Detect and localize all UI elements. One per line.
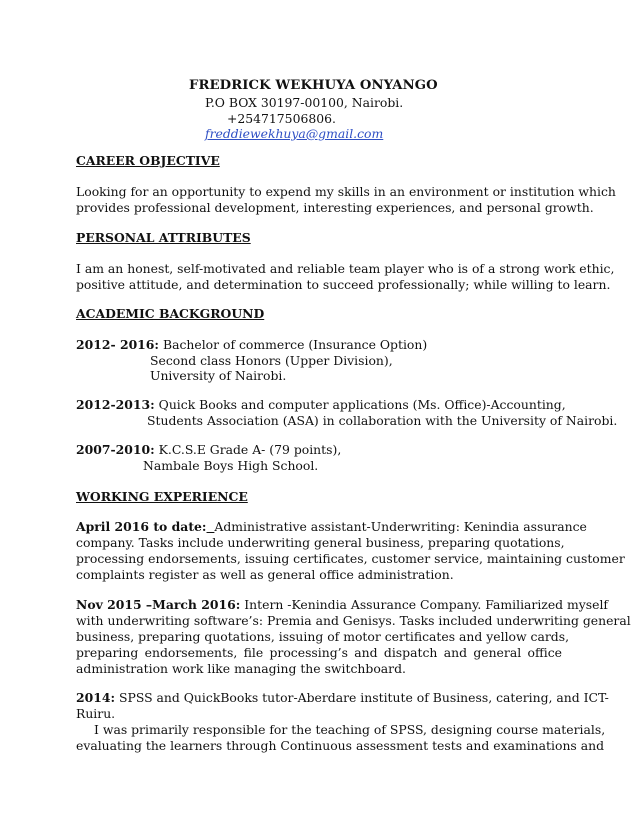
job-detail: administration work like managing the switchboard. xyxy=(76,661,406,676)
job-detail: preparing endorsements, file processing’s and dispatch and general office xyxy=(76,645,562,660)
job-period: 2014: xyxy=(76,690,116,705)
resume-name: FREDRICK WEKHUYA ONYANGO xyxy=(189,78,438,93)
job-period: Nov 2015 –March 2016: xyxy=(76,597,241,612)
personal-attributes-line: positive attitude, and determination to succeed professionally; while willing to learn. xyxy=(76,277,611,292)
job-entry-1 xyxy=(76,519,587,535)
job-detail: I was primarily responsible for the teaching of SPSS, designing course materials, xyxy=(94,722,606,737)
career-objective-heading: CAREER OBJECTIVE xyxy=(76,153,220,168)
academic-period: 2007-2010: xyxy=(76,442,155,457)
working-experience-heading: WORKING EXPERIENCE xyxy=(76,489,248,504)
academic-entry-2 xyxy=(76,397,566,413)
academic-detail: Second class Honors (Upper Division), xyxy=(150,353,393,368)
email-link[interactable]: freddiewekhuya@gmail.com xyxy=(205,126,384,141)
job-entry-3 xyxy=(76,690,609,706)
job-detail: complaints register as well as general office administration. xyxy=(76,567,454,582)
job-detail: SPSS and QuickBooks tutor-Aberdare institute of Business, catering, and ICT- xyxy=(119,690,609,705)
academic-background-heading: ACADEMIC BACKGROUND xyxy=(76,306,265,321)
academic-detail: Students Association (ASA) in collaboration with the University of Nairobi. xyxy=(147,413,618,428)
academic-detail: Nambale Boys High School. xyxy=(143,458,319,473)
academic-period: 2012-2013: xyxy=(76,397,155,412)
personal-attributes-heading: PERSONAL ATTRIBUTES xyxy=(76,230,251,245)
phone-number: +254717506806. xyxy=(227,111,336,126)
academic-detail: University of Nairobi. xyxy=(150,368,287,383)
job-detail: Ruiru. xyxy=(76,706,116,721)
personal-attributes-line: I am an honest, self-motivated and reliable team player who is of a strong work ethic, xyxy=(76,261,615,276)
job-detail: Administrative assistant-Underwriting: Kenindia assurance xyxy=(214,519,587,534)
job-detail: processing endorsements, issuing certificates, customer service, maintaining customer xyxy=(76,551,625,566)
academic-entry-3 xyxy=(76,442,341,458)
job-period: April 2016 to date: xyxy=(76,519,207,534)
career-objective-line: Looking for an opportunity to expend my skills in an environment or institution which xyxy=(76,184,616,199)
academic-detail: K.C.S.E Grade A- (79 points), xyxy=(158,442,342,457)
job-entry-2 xyxy=(76,597,609,613)
job-detail: company. Tasks include underwriting general business, preparing quotations, xyxy=(76,535,565,550)
academic-detail: Quick Books and computer applications (Ms. Office)-Accounting, xyxy=(158,397,566,412)
postal-address: P.O BOX 30197-00100, Nairobi. xyxy=(205,95,404,110)
job-detail: with underwriting software’s: Premia and Genisys. Tasks included underwriting general xyxy=(76,613,631,628)
job-detail: business, preparing quotations, issuing of motor certificates and yellow cards, xyxy=(76,629,570,644)
academic-entry-1 xyxy=(76,337,427,353)
job-detail: evaluating the learners through Continuous assessment tests and examinations and xyxy=(76,738,605,753)
academic-detail: Bachelor of commerce (Insurance Option) xyxy=(162,337,428,352)
academic-period: 2012- 2016: xyxy=(76,337,160,352)
career-objective-line: provides professional development, interesting experiences, and personal growth. xyxy=(76,200,594,215)
job-detail: Intern -Kenindia Assurance Company. Familiarized myself xyxy=(244,597,609,612)
